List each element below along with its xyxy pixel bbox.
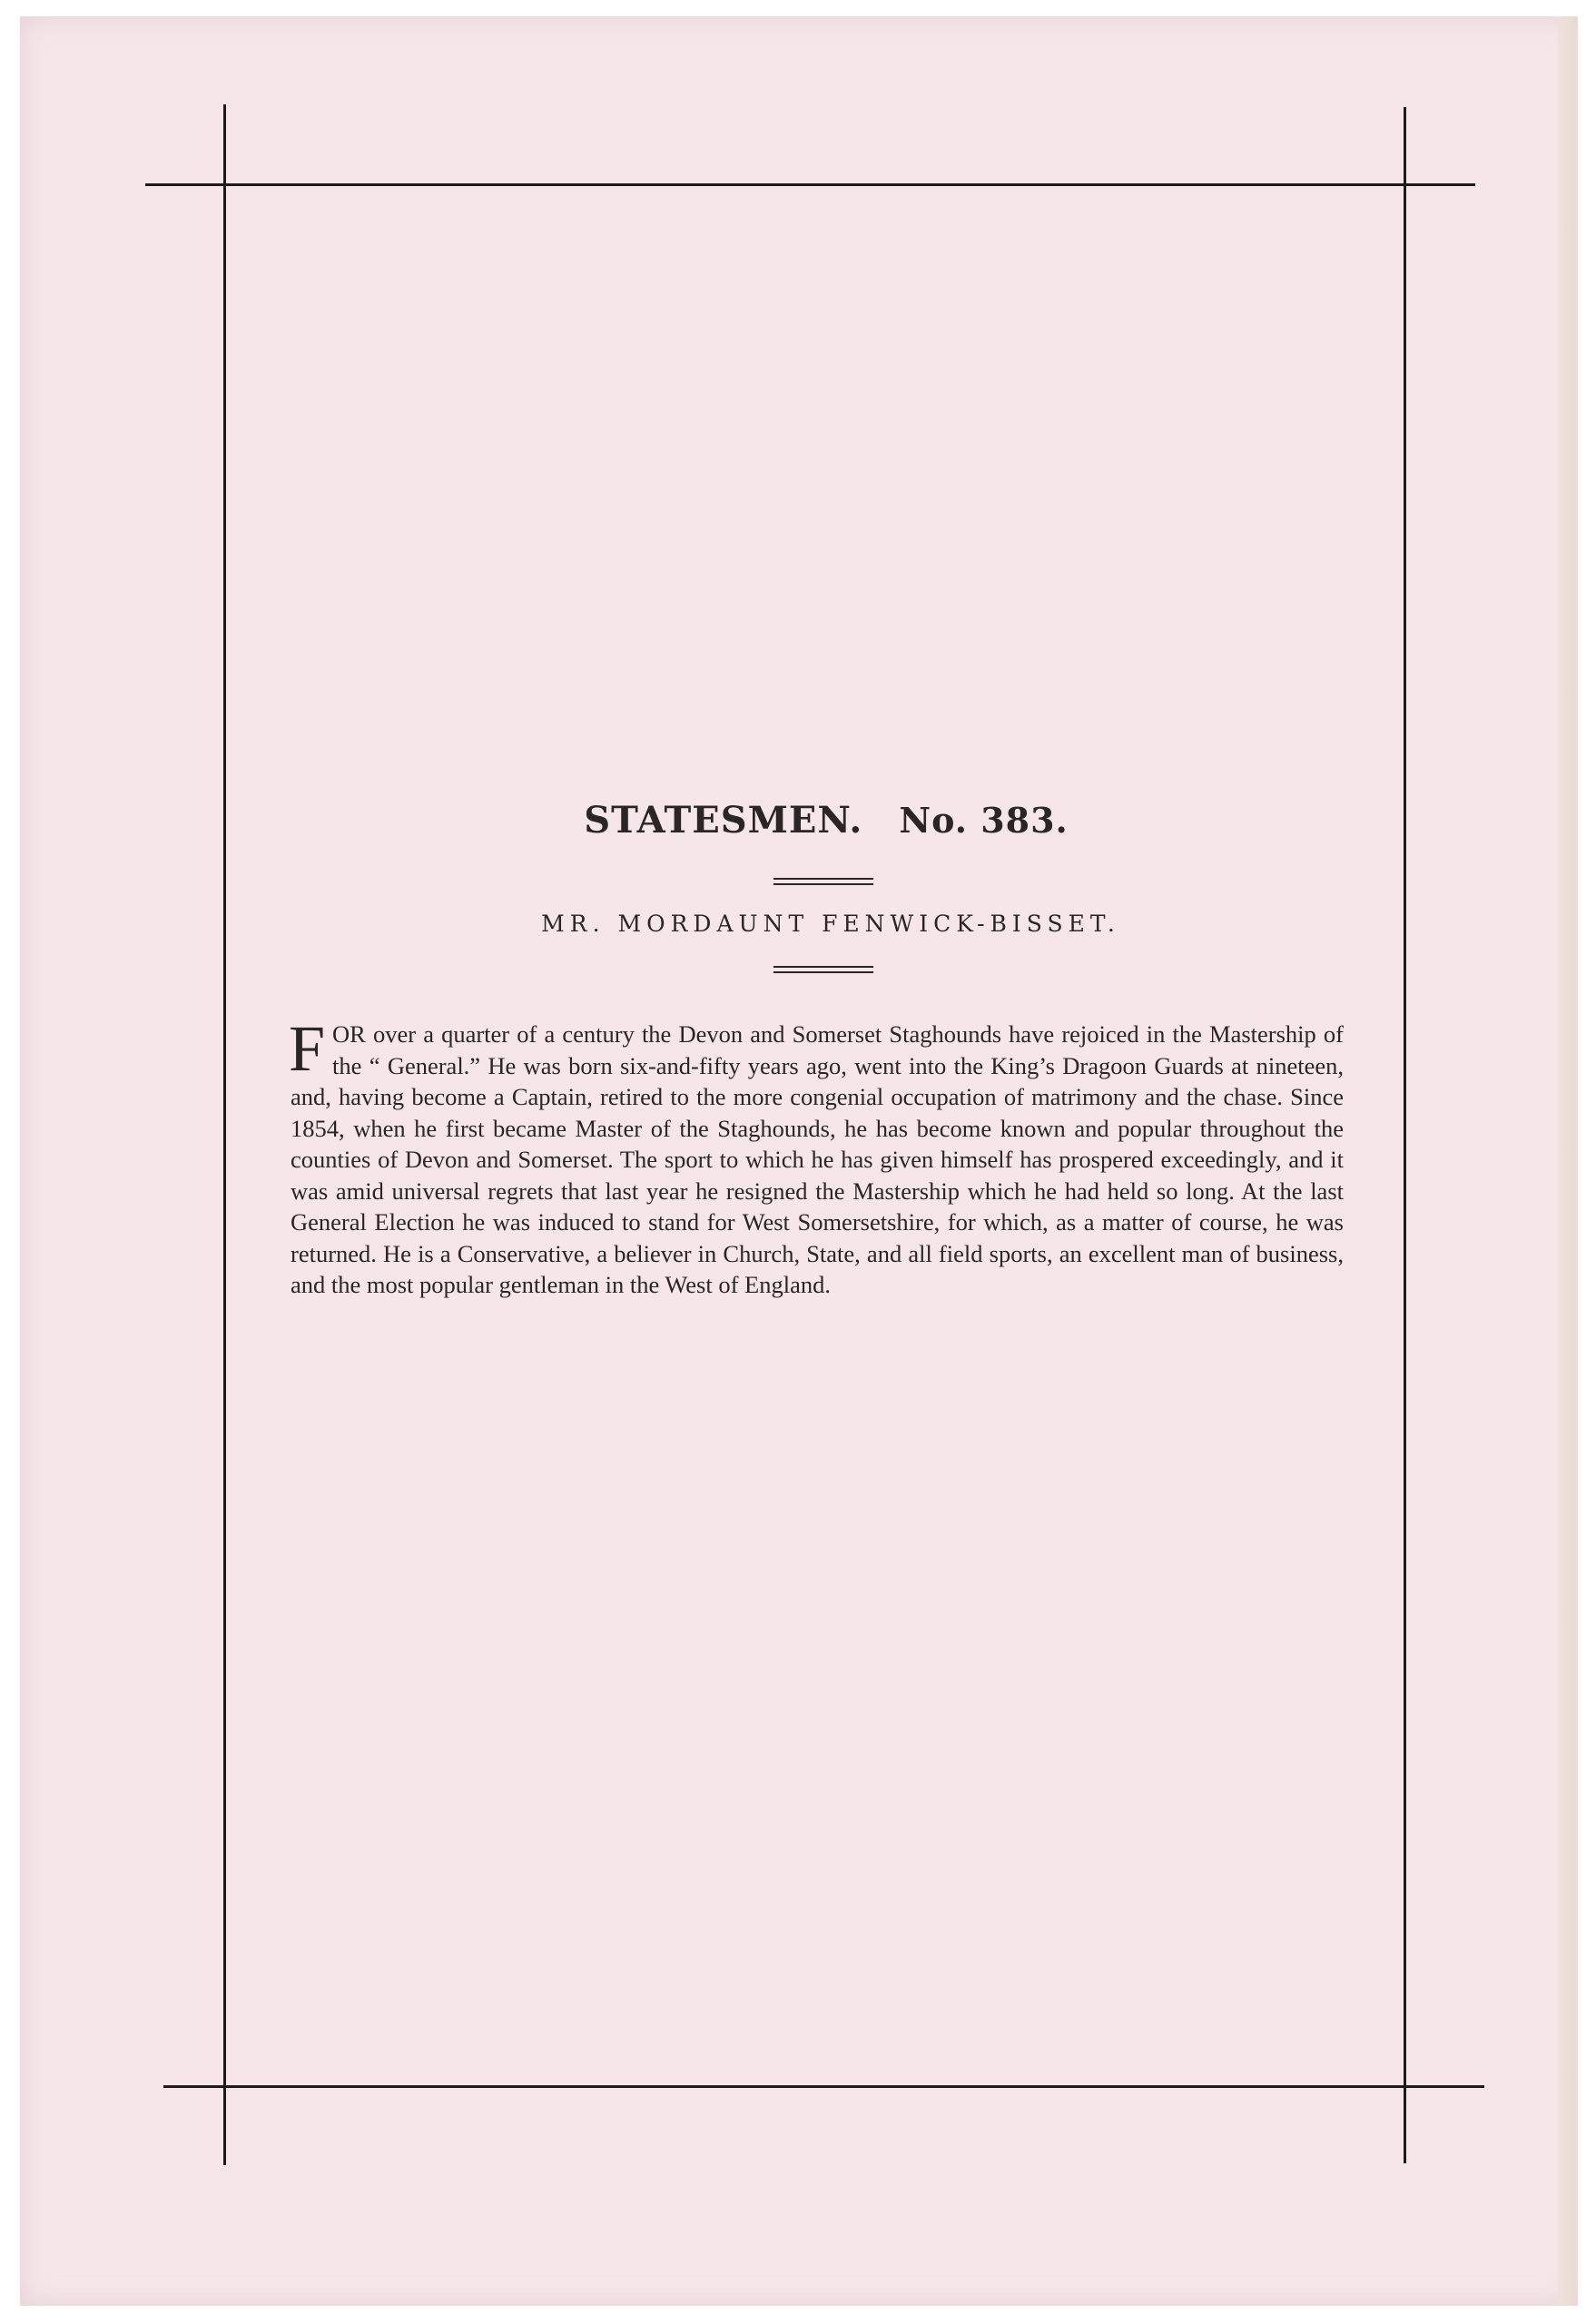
drop-cap-initial: F: [289, 1012, 326, 1085]
frame-rule-right: [1404, 107, 1406, 2163]
series-heading: [291, 799, 1344, 842]
frame-rule-left: [223, 104, 226, 2165]
frame-rule-top: [145, 183, 1475, 186]
frame-rule-bottom: [163, 2085, 1484, 2088]
article-text: OR over a quarter of a century the Devon and Somerset Staghounds have rejoiced in the Mastership of the “ General.” He was born six-and-fifty years ago, went into the King’s Dragoon Guards at nineteen, and, having become a Captain, retired to the more congenial occupation of matrimony and the chase. Since 1854, when he first became Master of the Staghounds, he has become known and popular throughout the counties of Devon and Somerset. The sport to which he has given himself has prospered exceedingly, and it was amid universal regrets that last year he resigned the Mastership which he had held so long. At the last General Election he was induced to stand for West Somersetshire, for which, as a matter of course, he was returned. He is a Conservative, a believer in Church, State, and all field sports, an excellent man of business, and the most popular gentleman in the West of England.: [291, 1020, 1344, 1298]
series-number: No. 383.: [899, 800, 1069, 841]
series-title: STATESMEN.: [584, 799, 863, 842]
article-body: [289, 1012, 1344, 1301]
subject-name: MR. MORDAUNT FENWICK-BISSET.: [541, 911, 1120, 937]
paper-edge: [1558, 16, 1576, 2306]
article-content: [291, 799, 1344, 1324]
double-rule-divider: [773, 966, 873, 973]
double-rule-divider: [773, 878, 873, 885]
